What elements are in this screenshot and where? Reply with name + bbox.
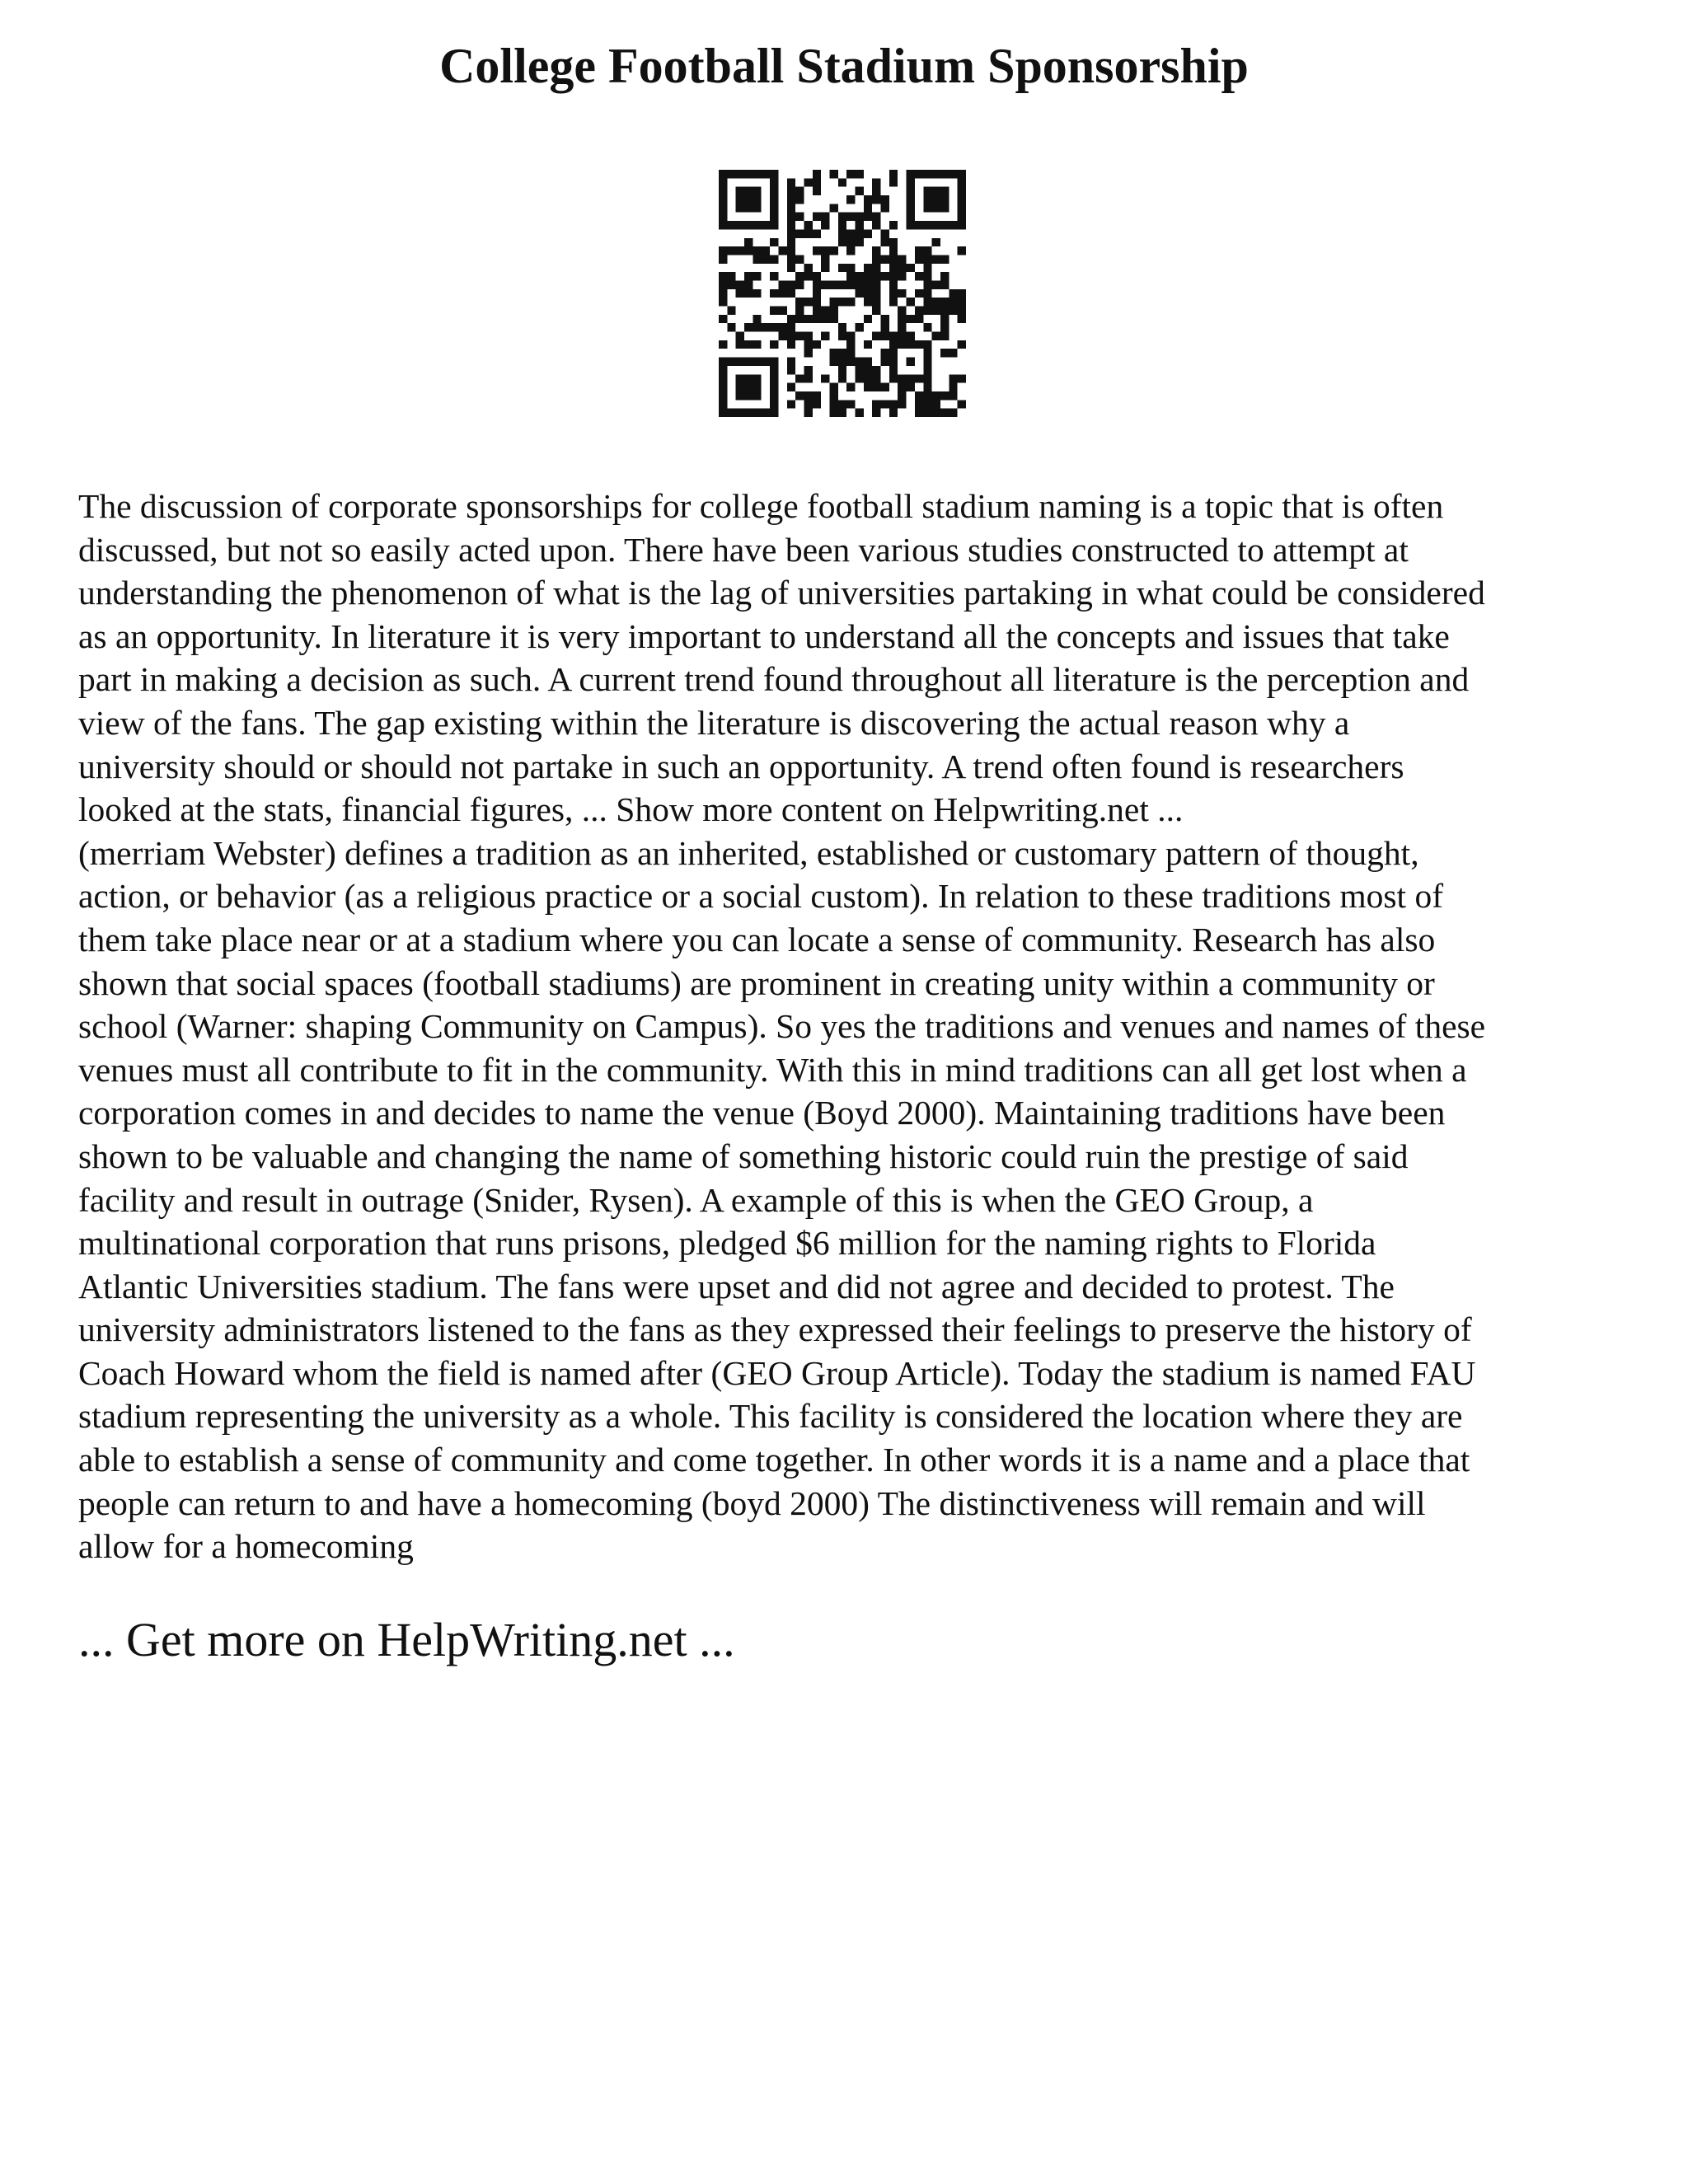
qr-code-icon[interactable] <box>719 170 966 417</box>
article-body <box>78 485 1636 1568</box>
get-more-link[interactable]: ... Get more on HelpWriting.net ... <box>78 1613 735 1666</box>
article-paragraph: The discussion of corporate sponsorships for college football stadium naming is a topic that is often discussed, but not so easily acted upon. There have been various studies constructed to attempt at understanding the phenomenon of what is the lag of universities partaking in what could be considered as an opportunity. In literature it is very important to understand all the concepts and issues that take part in making a decision as such. A current trend found throughout all literature is the perception and view of the fans. The gap existing within the literature is discovering the actual reason why a university should or should not partake in such an opportunity. A trend often found is researchers looked at the stats, financial figures, ... Show more content on Helpwriting.net ... <box>78 487 1485 829</box>
article-paragraph: (merriam Webster) defines a tradition as an inherited, established or customary pattern of thought, action, or behavior (as a religious practice or a social custom). In relation to these traditions most of them take place near or at a stadium where you can locate a sense of community. Research has also shown that social spaces (football stadiums) are prominent in creating unity within a community or school (Warner: shaping Community on Campus). So yes the traditions and venues and names of these venues must all contribute to fit in the community. With this in mind traditions can all get lost when a corporation comes in and decides to name the venue (Boyd 2000). Maintaining traditions have been shown to be valuable and changing the name of something historic could ruin the prestige of said facility and result in outrage (Snider, Rysen). A example of this is when the GEO Group, a multinational corporation that runs prisons, pledged $6 million for the naming rights to Florida Atlantic Universities stadium. The fans were upset and did not agree and decided to protest. The university administrators listened to the fans as they expressed their feelings to preserve the history of Coach Howard whom the field is named after (GEO Group Article). Today the stadium is named FAU stadium representing the university as a whole. This facility is considered the location where they are able to establish a sense of community and come together. In other words it is a name and a place that people can return to and have a homecoming (boyd 2000) The distinctiveness will remain and will allow for a homecoming <box>78 833 1486 1566</box>
page-title: College Football Stadium Sponsorship <box>439 39 1249 93</box>
